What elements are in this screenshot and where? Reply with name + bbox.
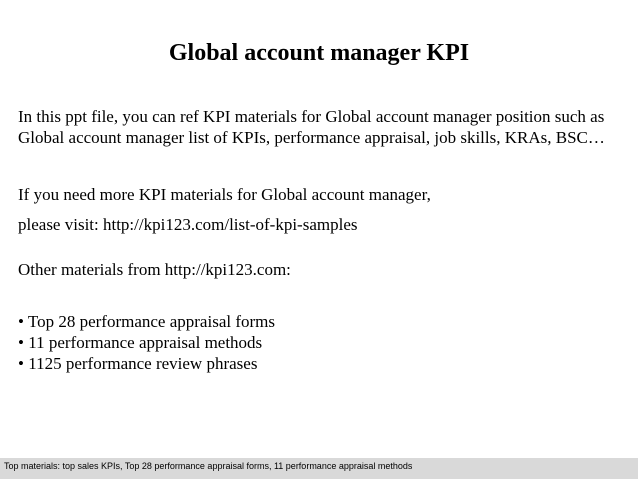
other-materials-heading: Other materials from http://kpi123.com: bbox=[18, 260, 291, 279]
list-item: • 11 performance appraisal methods bbox=[18, 333, 263, 352]
slide-title: Global account manager KPI bbox=[168, 40, 470, 66]
footer-bar bbox=[0, 458, 638, 479]
list-item: • Top 28 performance appraisal forms bbox=[18, 312, 276, 331]
materials-list bbox=[18, 311, 618, 374]
list-item: • 1125 performance review phrases bbox=[18, 354, 258, 373]
intro-paragraph: In this ppt file, you can ref KPI materials for Global account manager position such as Global account manager list of KPIs, performance appraisal, job skills, KRAs, BSC… bbox=[18, 107, 605, 147]
visit-link-paragraph[interactable]: please visit: http://kpi123.com/list-of-kpi-samples bbox=[18, 215, 358, 234]
footer-text[interactable]: Top materials: top sales KPIs, Top 28 performance appraisal forms, 11 performance appraisal methods bbox=[4, 461, 413, 471]
need-more-paragraph: If you need more KPI materials for Global account manager, bbox=[18, 185, 431, 204]
